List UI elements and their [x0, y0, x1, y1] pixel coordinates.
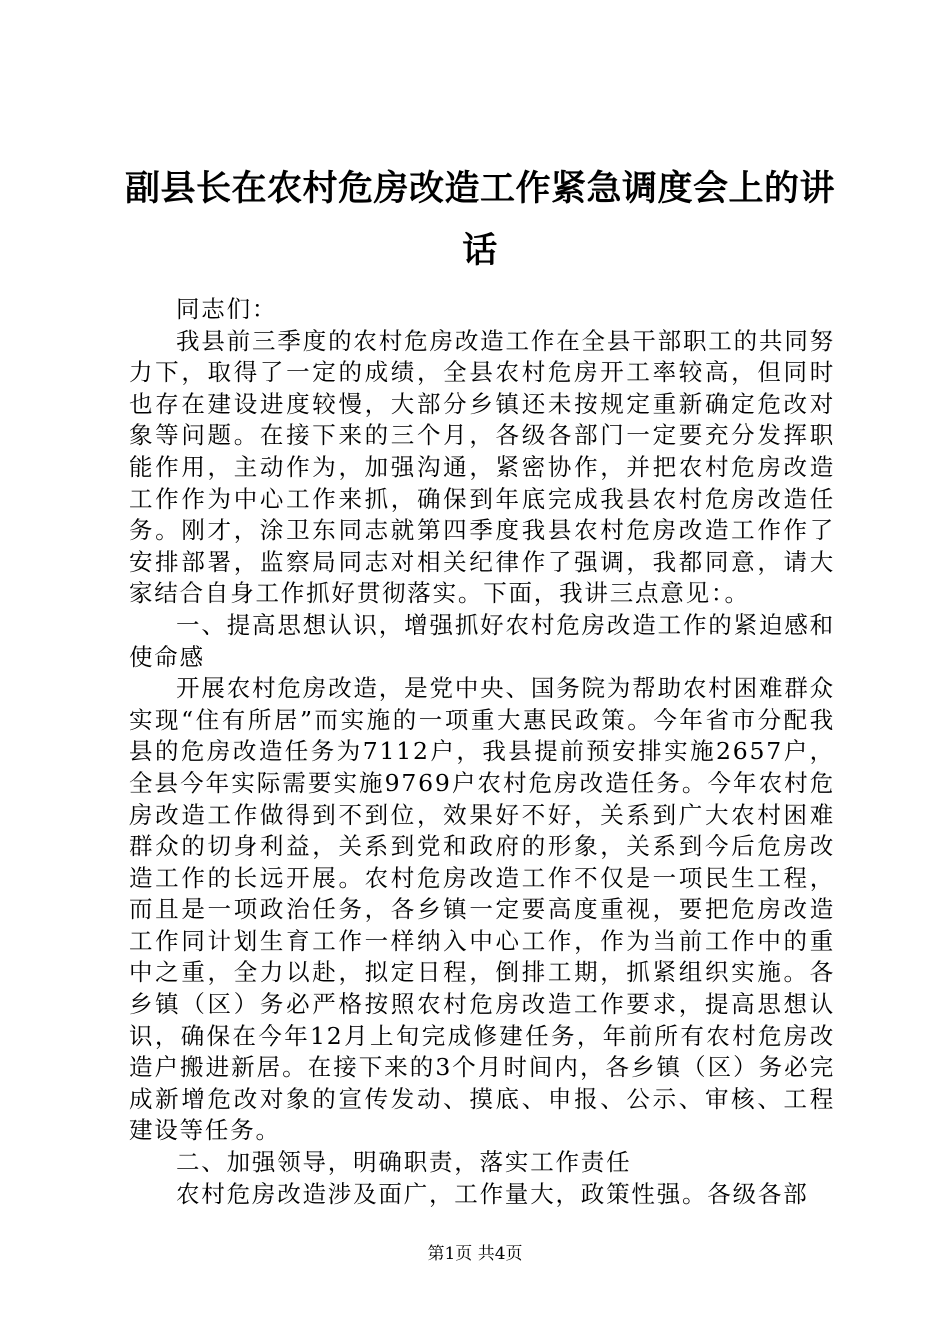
- section-heading: 二、加强领导，明确职责，落实工作责任: [176, 1148, 632, 1177]
- body-paragraph: 开展农村危房改造，是党中央、国务院为帮助农村困难群众实现“住有所居”而实施的一项重大惠民政策。今年省市分配我县的危房改造任务为7112户，我县提前预安排实施2657户，全县今年实际需要实施9769户农村危房改造任务。今年农村危房改造工作做得到不到位，效果好不好，关系到广大农村困难群众的切身利益，关系到党和政府的形象，关系到今后危房改造工作的长远开展。农村危房改造工作不仅是一项民生工程，而且是一项政治任务，各乡镇一定要高度重视，要把危房改造工作同计划生育工作一样纳入中心工作，作为当前工作中的重中之重，全力以赴，拟定日程，倒排工期，抓紧组织实施。各乡镇（区）务必严格按照农村危房改造工作要求，提高思想认识，确保在今年12月上旬完成修建任务，年前所有农村危房改造户搬进新居。在接下来的3个月时间内，各乡镇（区）务必完成新增危改对象的宣传发动、摸底、申报、公示、审核、工程建设等任务。: [129, 674, 835, 1145]
- document-title: 副县长在农村危房改造工作紧急调度会上的讲话: [124, 168, 835, 271]
- document-body: [129, 294, 835, 1210]
- salutation: 同志们：: [176, 295, 278, 323]
- body-paragraph: 我县前三季度的农村危房改造工作在全县干部职工的共同努力下，取得了一定的成绩，全县农村危房开工率较高，但同时也存在建设进度较慢，大部分乡镇还未按规定重新确定危改对象等问题。在接下来的三个月，各级各部门一定要充分发挥职能作用，主动作为，加强沟通，紧密协作，并把农村危房改造工作作为中心工作来抓，确保到年底完成我县农村危房改造任务。刚才，涂卫东同志就第四季度我县农村危房改造工作作了安排部署，监察局同志对相关纪律作了强调，我都同意，请大家结合自身工作抓好贯彻落实。下面，我讲三点意见：。: [129, 326, 835, 608]
- body-paragraph: 农村危房改造涉及面广，工作量大，政策性强。各级各部: [176, 1179, 809, 1208]
- section-heading: 一、提高思想认识，增强抓好农村危房改造工作的紧迫感和使命感: [129, 610, 835, 671]
- page-number-footer: 第1页 共4页: [427, 1244, 523, 1264]
